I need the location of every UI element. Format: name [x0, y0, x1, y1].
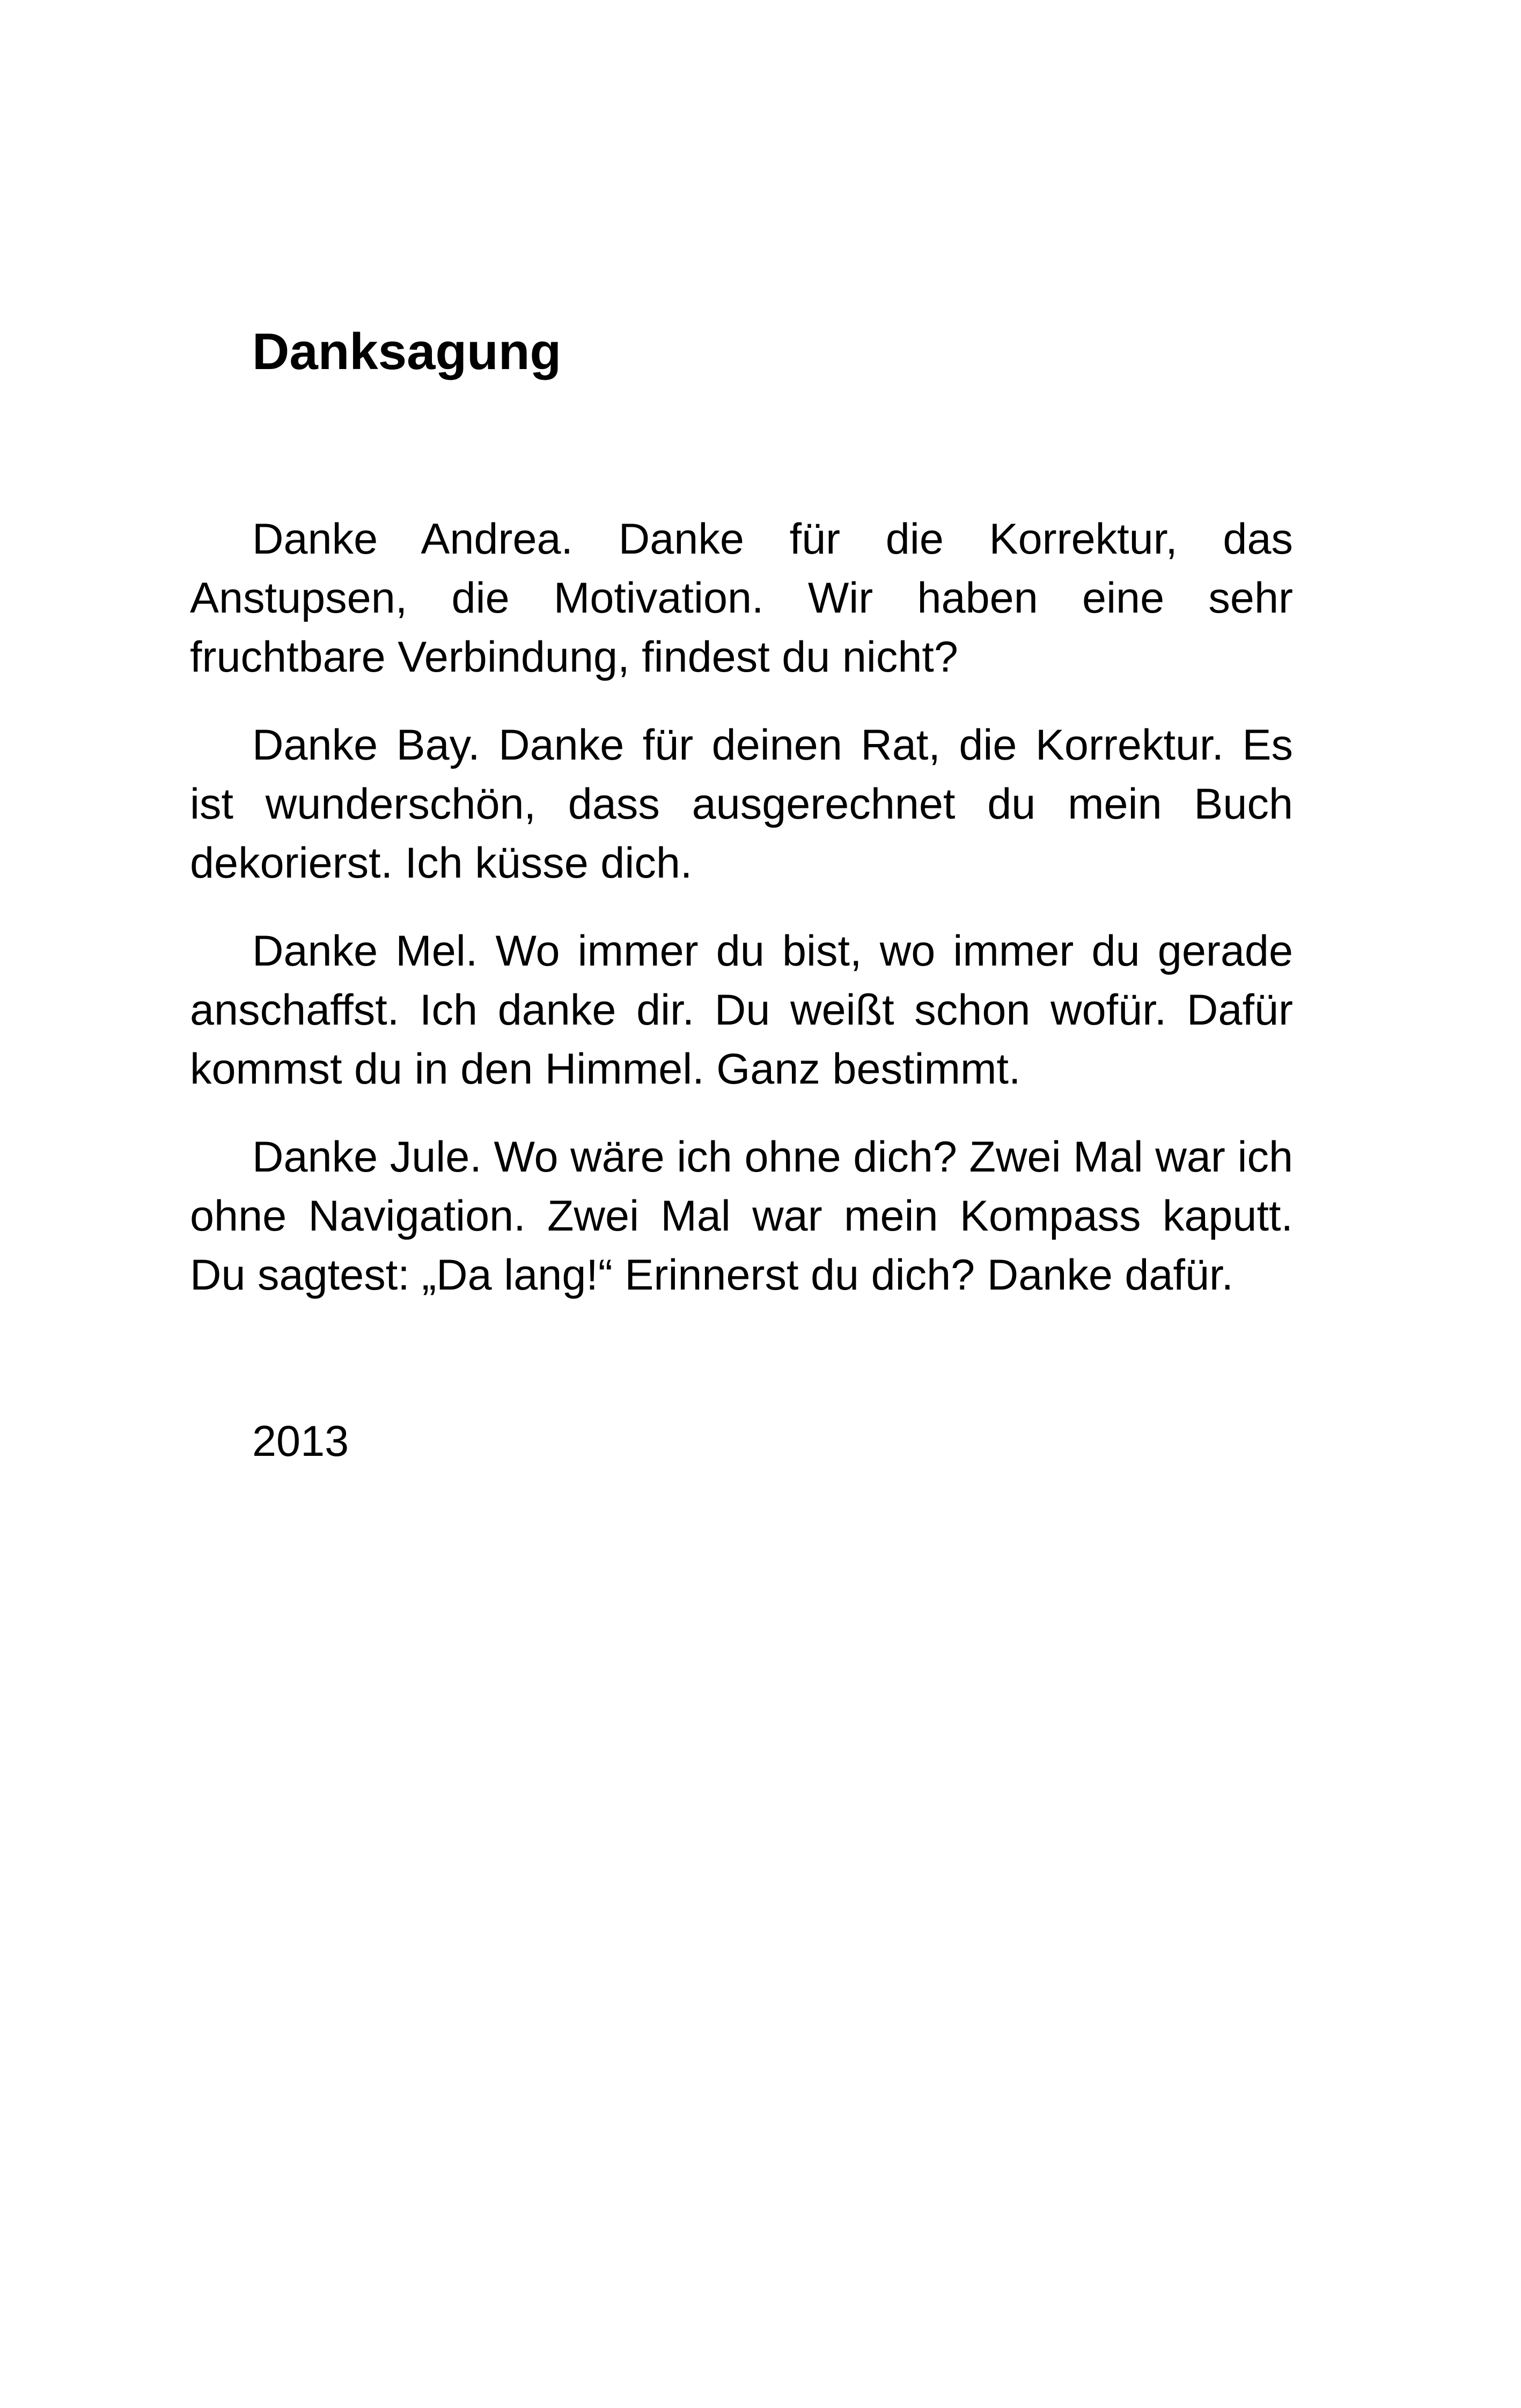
paragraph-andrea: Danke Andrea. Danke für die Korrektur, das Anstupsen, die Motivation. Wir haben eine sehr fruchtbare Verbindung, findest du nicht?: [190, 515, 1293, 681]
paragraph-mel: Danke Mel. Wo immer du bist, wo immer du gerade anschaffst. Ich danke dir. Du weißt schon wofür. Dafür kommst du in den Himmel. Ganz bestimmt.: [190, 927, 1293, 1093]
paragraph-jule: Danke Jule. Wo wäre ich ohne dich? Zwei Mal war ich ohne Navigation. Zwei Mal war mein Kompass kaputt. Du sagtest: „Da lang!“ Erinnerst du dich? Danke dafür.: [190, 1133, 1293, 1299]
page-title: Danksagung: [252, 323, 562, 380]
year-note: 2013: [252, 1417, 349, 1466]
acknowledgements-body: [190, 510, 1293, 1334]
paragraph-bay: Danke Bay. Danke für deinen Rat, die Korrektur. Es ist wunderschön, dass ausgerechnet du mein Buch dekorierst. Ich küsse dich.: [190, 721, 1293, 887]
